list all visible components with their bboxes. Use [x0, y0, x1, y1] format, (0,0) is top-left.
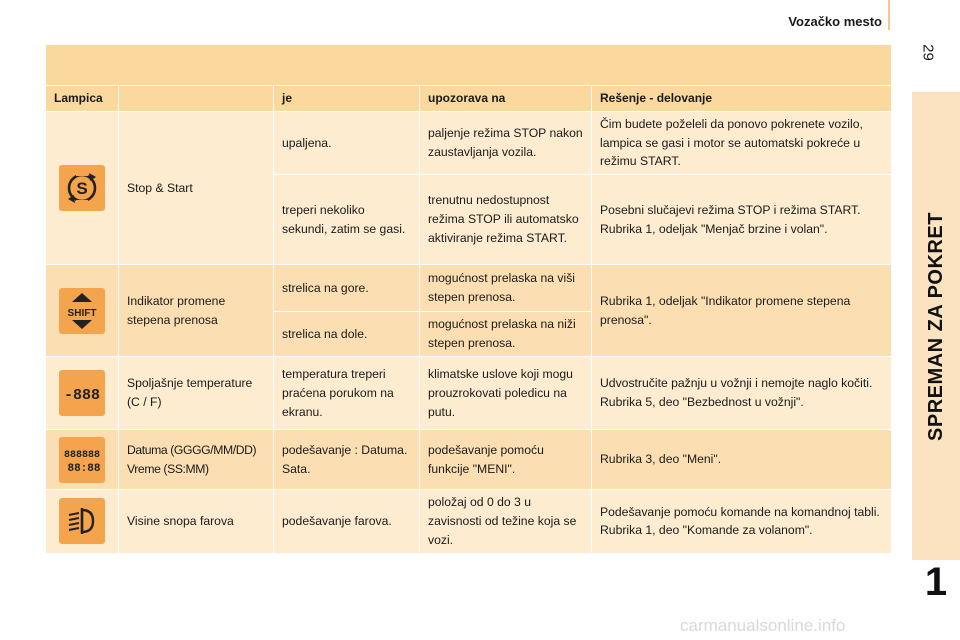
lamp-solution: Čim budete poželeli da ponovo pokrenete vozilo, lampica se gasi i motor se automatski pokreće u režimu START. [592, 111, 892, 175]
lamp-solution: Podešavanje pomoću komande na komandnoj tabli. Rubrika 1, deo "Komande za volanom". [592, 490, 892, 554]
lamp-name: Spoljašnje temperature (C / F) [119, 357, 274, 430]
table-header-row [46, 86, 892, 112]
lamp-warning: klimatske uslove koji mogu prouzrokovati poledicu na putu. [420, 357, 592, 430]
table-row [46, 357, 892, 430]
lamp-state: podešavanje : Datuma. Sata. [274, 430, 420, 490]
lamp-state: upaljena. [274, 111, 420, 175]
header-divider [888, 0, 890, 30]
table-row [46, 490, 892, 554]
column-header [119, 86, 274, 112]
headlamp-leveling-icon [59, 498, 105, 544]
chapter-number: 1 [924, 560, 948, 604]
lamp-solution: Rubrika 3, deo "Meni". [592, 430, 892, 490]
section-title: Vozačko mesto [788, 14, 882, 29]
svg-text:S: S [76, 178, 88, 198]
lamp-warning: trenutnu nedostupnost režima STOP ili automatsko aktiviranje režima START. [420, 175, 592, 265]
page-number: 29 [919, 44, 937, 61]
date-time-display-icon [59, 437, 105, 483]
lamp-name: Datuma (GGGG/MM/DD) Vreme (SS:MM) [119, 430, 274, 490]
svg-text:88:88: 88:88 [67, 462, 101, 475]
side-tab-title: SPREMAN ZA POKRET [924, 211, 947, 441]
lamp-state: podešavanje farova. [274, 490, 420, 554]
lamp-warning: paljenje režima STOP nakon zaustavljanja vozila. [420, 111, 592, 175]
stop-start-icon [59, 165, 105, 211]
lamp-state: strelica na gore. [274, 265, 420, 312]
lamp-warning: položaj od 0 do 3 u zavisnosti od težine koja se vozi. [420, 490, 592, 554]
side-tab [912, 92, 960, 560]
lamp-warning: mogućnost prelaska na niži stepen prenosa. [420, 312, 592, 357]
table-row [46, 430, 892, 490]
svg-text:SHIFT: SHIFT [67, 307, 97, 319]
table-banner [46, 45, 892, 86]
shift-indicator-icon [59, 288, 105, 334]
watermark: carmanualsonline.info [680, 616, 846, 635]
svg-text:-888: -888 [63, 387, 101, 405]
lamp-state: strelica na dole. [274, 312, 420, 357]
column-header: Rešenje - delovanje [592, 86, 892, 112]
lamp-state: treperi nekoliko sekundi, zatim se gasi. [274, 175, 420, 265]
table-row [46, 265, 892, 312]
lamp-solution: Rubrika 1, odeljak "Indikator promene stepena prenosa". [592, 265, 892, 357]
lamp-warning: mogućnost prelaska na viši stepen prenosa. [420, 265, 592, 312]
lamp-warning: podešavanje pomoću funkcije "MENI". [420, 430, 592, 490]
lamp-name: Visine snopa farova [119, 490, 274, 554]
warning-lamp-table [45, 44, 892, 554]
svg-text:888888: 888888 [63, 449, 101, 461]
table-row [46, 111, 892, 175]
column-header: je [274, 86, 420, 112]
lamp-name: Stop & Start [119, 111, 274, 265]
lamp-state: temperatura treperi praćena porukom na ekranu. [274, 357, 420, 430]
temperature-display-icon [59, 370, 105, 416]
lamp-name: Indikator promene stepena prenosa [119, 265, 274, 357]
column-header: upozorava na [420, 86, 592, 112]
column-header: Lampica [46, 86, 119, 112]
lamp-solution: Posebni slučajevi režima STOP i režima START. Rubrika 1, odeljak "Menjač brzine i volan". [592, 175, 892, 265]
lamp-solution: Udvostručite pažnju u vožnji i nemojte naglo kočiti. Rubrika 5, deo "Bezbednost u vožnji". [592, 357, 892, 430]
